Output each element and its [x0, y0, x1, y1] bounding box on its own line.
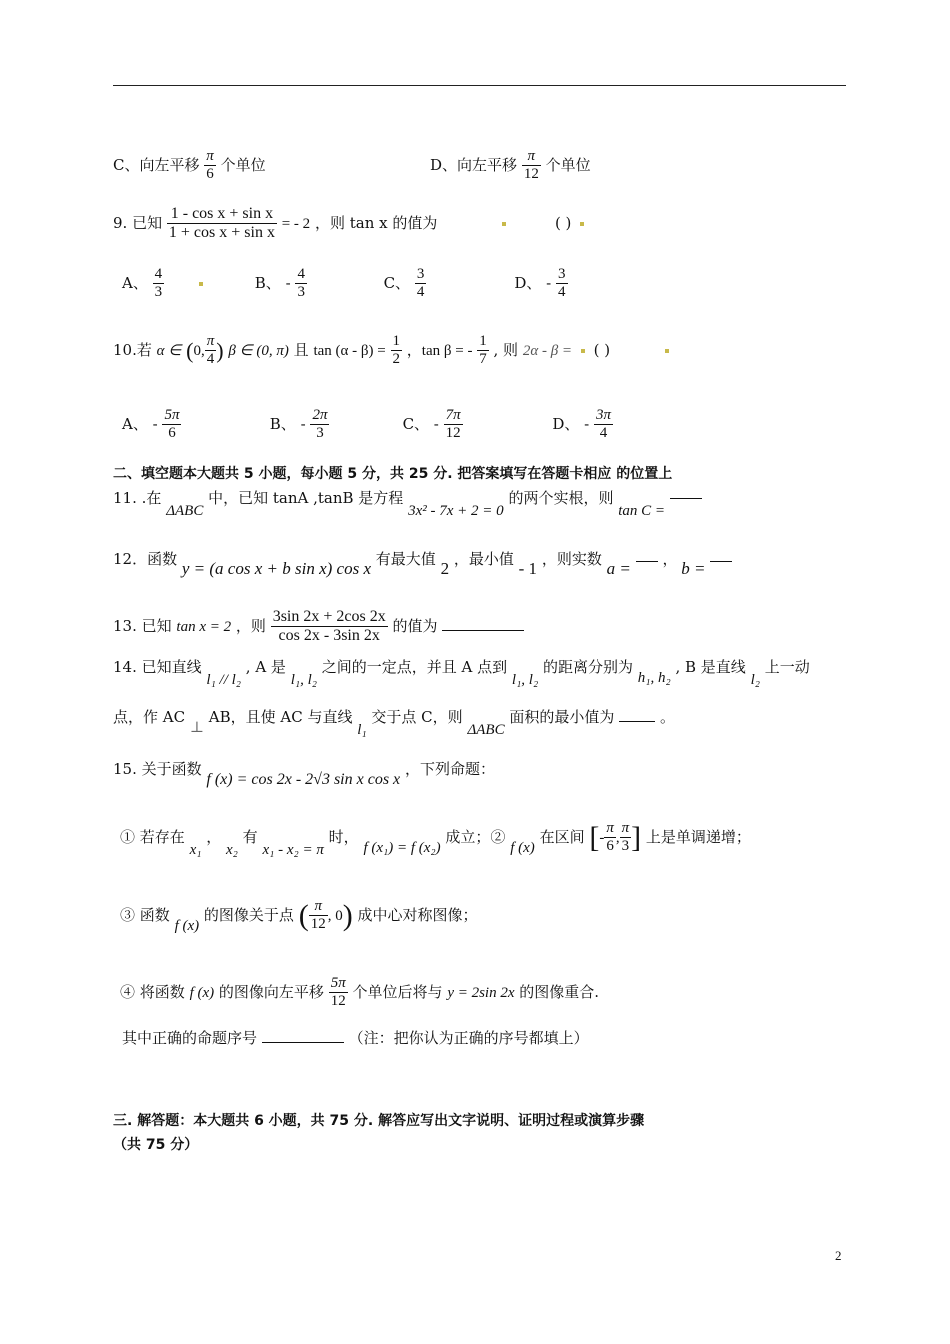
q12-number: 12．函数 — [113, 550, 178, 568]
q15-proposition-1-2: ① 若存在 x₁ ， x₂ 有 x₁ - x₂ = π 时， f (x₁) = f (x₂) 成立；② f (x) 在区间 [- $\frac{\pi}{6}$ , $\frac{\pi}{3}$ ] 上是单调递增； — [120, 820, 751, 858]
q10-interval-fraction: $\frac{\pi}{4}$ — [206, 333, 215, 368]
q10-alpha-in: α ∈ — [156, 342, 182, 359]
q15-p4-fraction: $\frac{5\pi}{12}$ — [330, 975, 346, 1010]
q10-dot-2 — [665, 349, 669, 353]
q14-min-area: 面积的最小值为 — [509, 708, 615, 726]
q15-intro-tail: ，下列命题： — [404, 760, 495, 778]
q12-min-label: ，最小值 — [453, 550, 514, 568]
section3-subheading: （共 75 分） — [113, 1137, 199, 1153]
q12-b-ask: b = — [681, 559, 706, 578]
q15-p1-x1: x₁ — [189, 841, 202, 858]
q15-p3-intro: ③ 函数 — [120, 905, 170, 924]
q11-number: 11. .在 — [113, 489, 162, 507]
q15-p1-intro: ① 若存在 — [120, 827, 185, 846]
q14-between: 之间的一定点，并且 A 点到 — [321, 658, 508, 676]
q11-stem — [113, 489, 702, 519]
q12-stem: 12．函数 y = (a cos x + b sin x) cos x 有最大值 2 ，最小值 - 1 ，则实数 a = ， b = — [113, 550, 732, 567]
q10-beta-in: β ∈ (0, π) — [228, 342, 289, 359]
q15-function: f (x) = cos 2x - 2√3 sin x cos x — [206, 771, 401, 788]
q12-min-value: - 1 — [518, 559, 538, 578]
q15-p1-have: 有 — [242, 827, 258, 846]
q15-p3-about: 的图像关于点 — [203, 905, 294, 924]
q13-fraction: $\frac{3\sin 2x + 2\cos 2x}{\cos 2x - 3\sin 2x}$ — [272, 608, 386, 645]
q13-then: ，则 — [235, 616, 266, 635]
q8-option-c — [113, 148, 266, 184]
q8-d-label: D、向左平移 — [430, 155, 518, 174]
q11-ask: tan C = — [618, 503, 666, 519]
header-rule — [113, 85, 846, 86]
q15-answer-line — [122, 1030, 589, 1046]
q10-answer-paren: ( ) — [593, 340, 611, 359]
q15-p2-tail: 上是单调递增； — [645, 827, 751, 846]
q10-option-c: C、 - $\frac{7\pi}{12}$ — [402, 407, 461, 442]
q9-marker-dot — [502, 222, 506, 226]
q15-p3-zero: , 0 — [327, 907, 343, 924]
q13-answer-blank[interactable] — [442, 618, 524, 631]
q15-proposition-4 — [120, 975, 599, 1011]
q15-answer-note: （注：把你认为正确的序号都填上） — [348, 1029, 589, 1047]
q15-answer-label: 其中正确的命题序号 — [122, 1029, 258, 1047]
q15-p4-f: f (x) — [189, 984, 215, 1001]
q12-b-blank[interactable] — [710, 549, 732, 562]
q12-tail: ，则实数 — [541, 550, 602, 568]
q15-p2-upper: $\frac{\pi}{3}$ — [621, 820, 630, 855]
q9-options — [122, 266, 568, 302]
q14-a-is: , A 是 — [245, 658, 286, 676]
q15-p4-g: y = 2sin 2x — [447, 984, 515, 1001]
q8-c-fraction: $\frac{\pi}{6}$ — [206, 148, 214, 183]
q10-seventh: $\frac{1}{7}$ — [479, 333, 487, 368]
q8-d-fraction: $\frac{\pi}{12}$ — [523, 148, 539, 183]
q13-tail: 的值为 — [392, 616, 438, 635]
q10-target: 2α - β = — [522, 342, 573, 359]
q15-p1-when: 时， — [328, 827, 359, 846]
q13-number: 13. 已知 — [113, 616, 172, 635]
q12-a-blank[interactable] — [636, 549, 658, 562]
q11-mid: 中，已知 tanA ,tanB 是方程 — [208, 489, 404, 507]
q11-triangle: ΔABC — [166, 503, 204, 519]
q15-p4-intro: ④ 将函数 — [120, 982, 185, 1001]
q12-max-label: 有最大值 — [375, 550, 436, 568]
q8-c-label: C、向左平移 — [113, 155, 200, 174]
q12-function: y = (a cos x + b sin x) cos x — [181, 559, 371, 578]
q11-equation: 3x² - 7x + 2 = 0 — [408, 503, 504, 519]
q14-l2: l₂ — [750, 672, 760, 688]
section3-heading: 三. 解答题：本大题共 6 小题，共 75 分. 解答应写出文字说明、证明过程或演算步骤 — [113, 1113, 645, 1129]
q15-p4-tail: 的图像重合. — [519, 982, 600, 1001]
q10-options — [122, 407, 613, 443]
q9-stem — [113, 205, 588, 243]
q14-parallel: l₁ // l₂ — [206, 672, 242, 688]
q14-period: 。 — [659, 708, 675, 726]
q11-answer-blank[interactable] — [670, 486, 702, 499]
q15-p2-lower: $\frac{\pi}{6}$ — [606, 820, 614, 855]
q9-option-a: A、 $\frac{4}{3}$ — [122, 266, 250, 302]
q10-number: 10.若 — [113, 340, 152, 359]
q15-p3-fraction: $\frac{\pi}{12}$ — [310, 898, 326, 933]
q9-option-b: B、 - $\frac{4}{3}$ — [254, 266, 305, 301]
q10-half: $\frac{1}{2}$ — [392, 333, 400, 368]
q9-fraction: $\frac{\text{1 - cos x + sin x}}{\text{1 + cos x + sin x}}$ — [168, 205, 275, 242]
q15-p4-shift: 的图像向左平移 — [218, 982, 324, 1001]
q15-intro-text: 15. 关于函数 — [113, 760, 202, 778]
q14-moving: 上一动 — [764, 658, 810, 676]
q8-option-d — [430, 148, 591, 184]
q10-option-a: A、 - $\frac{5\pi}{6}$ — [122, 407, 180, 442]
q14-l1l2: l₁, l₂ — [290, 672, 317, 688]
q14-b-is: , B 是直线 — [675, 658, 746, 676]
q15-p3-f: f (x) — [174, 917, 200, 934]
q15-p2-f: f (x) — [510, 839, 535, 856]
q15-intro — [113, 760, 495, 788]
q14-make-ac: 点，作 AC — [113, 708, 186, 726]
q9-answer-paren: ( ) — [554, 213, 572, 232]
q14-intro: 14. 已知直线 — [113, 658, 202, 676]
page-number: 2 — [835, 1248, 842, 1263]
q15-p3-tail: 成中心对称图像； — [357, 905, 478, 924]
q9-suffix: ，则 tan x 的值为 — [314, 213, 438, 232]
q15-p1-x2: x₂ — [226, 841, 238, 858]
q10-tan-beta: ，tan β = - — [406, 342, 473, 359]
q10-then: , 则 — [493, 340, 519, 359]
q12-max-value: 2 — [440, 559, 450, 578]
q14-line1 — [113, 658, 810, 688]
q10-tan-diff: tan (α - β) = — [313, 342, 386, 359]
q10-option-d: D、 - $\frac{3\pi}{4}$ — [552, 407, 612, 442]
q14-l1: l₁ — [357, 722, 367, 738]
q10-and: 且 — [293, 340, 309, 359]
q14-distances: 的距离分别为 — [542, 658, 633, 676]
q13-stem — [113, 608, 524, 646]
q10-stem: 10.若 α ∈ (0, $\frac{\pi}{4}$ ) β ∈ (0, π) 且 tan (α - β) = $\frac{1}{2}$ ，tan β = - $\frac{1}{7}$ , 则 2α - β = ( ) — [113, 333, 673, 369]
q9-marker-dot-2 — [580, 222, 584, 226]
q11-tail: 的两个实根，则 — [508, 489, 614, 507]
q10-dot — [581, 349, 585, 353]
q13-condition: tan x = 2 — [176, 618, 232, 635]
q14-perp-icon: ⊥ — [189, 718, 204, 736]
q14-point-c: 交于点 C，则 — [371, 708, 463, 726]
q15-p1-diff: x₁ - x₂ = π — [262, 841, 324, 858]
q8-c-unit: 个单位 — [220, 155, 266, 174]
q15-answer-blank[interactable] — [262, 1030, 344, 1043]
q14-ac-meets: AB，且使 AC 与直线 — [208, 708, 353, 726]
section2-heading: 二、填空题本大题共 5 小题，每小题 5 分，共 25 分. 把答案填写在答题卡相应 的位置上 — [113, 466, 673, 482]
q9-number: 9. — [113, 213, 128, 232]
q15-p1-eq: f (x₁) = f (x₂) — [363, 839, 441, 856]
q10-option-b: B、 - $\frac{2\pi}{3}$ — [269, 407, 328, 442]
q14-line2 — [113, 708, 675, 738]
q14-triangle: ΔABC — [467, 722, 505, 738]
q12-a-ask: a = — [606, 559, 631, 578]
q8-d-unit: 个单位 — [545, 155, 591, 174]
q15-p1-ok: 成立；② — [445, 827, 506, 846]
q15-p1-sep: ， — [206, 827, 222, 846]
q14-l1l2-b: l₁, l₂ — [511, 672, 539, 688]
q9-prefix: 已知 — [132, 213, 163, 232]
q9-a-dot — [199, 282, 203, 286]
q15-p2-in: 在区间 — [539, 827, 585, 846]
q14-h: h₁, h₂ — [637, 670, 671, 686]
q9-option-d: D、 - $\frac{3}{4}$ — [514, 266, 566, 301]
q9-option-c: C、 $\frac{3}{4}$ — [383, 266, 425, 301]
q14-answer-blank[interactable] — [619, 709, 655, 722]
q15-p4-units: 个单位后将与 — [352, 982, 443, 1001]
q9-equals: = - 2 — [281, 215, 311, 232]
q15-proposition-3: ③ 函数 f (x) 的图像关于点 ( $\frac{\pi}{12}$ , 0) 成中心对称图像； — [120, 898, 478, 934]
